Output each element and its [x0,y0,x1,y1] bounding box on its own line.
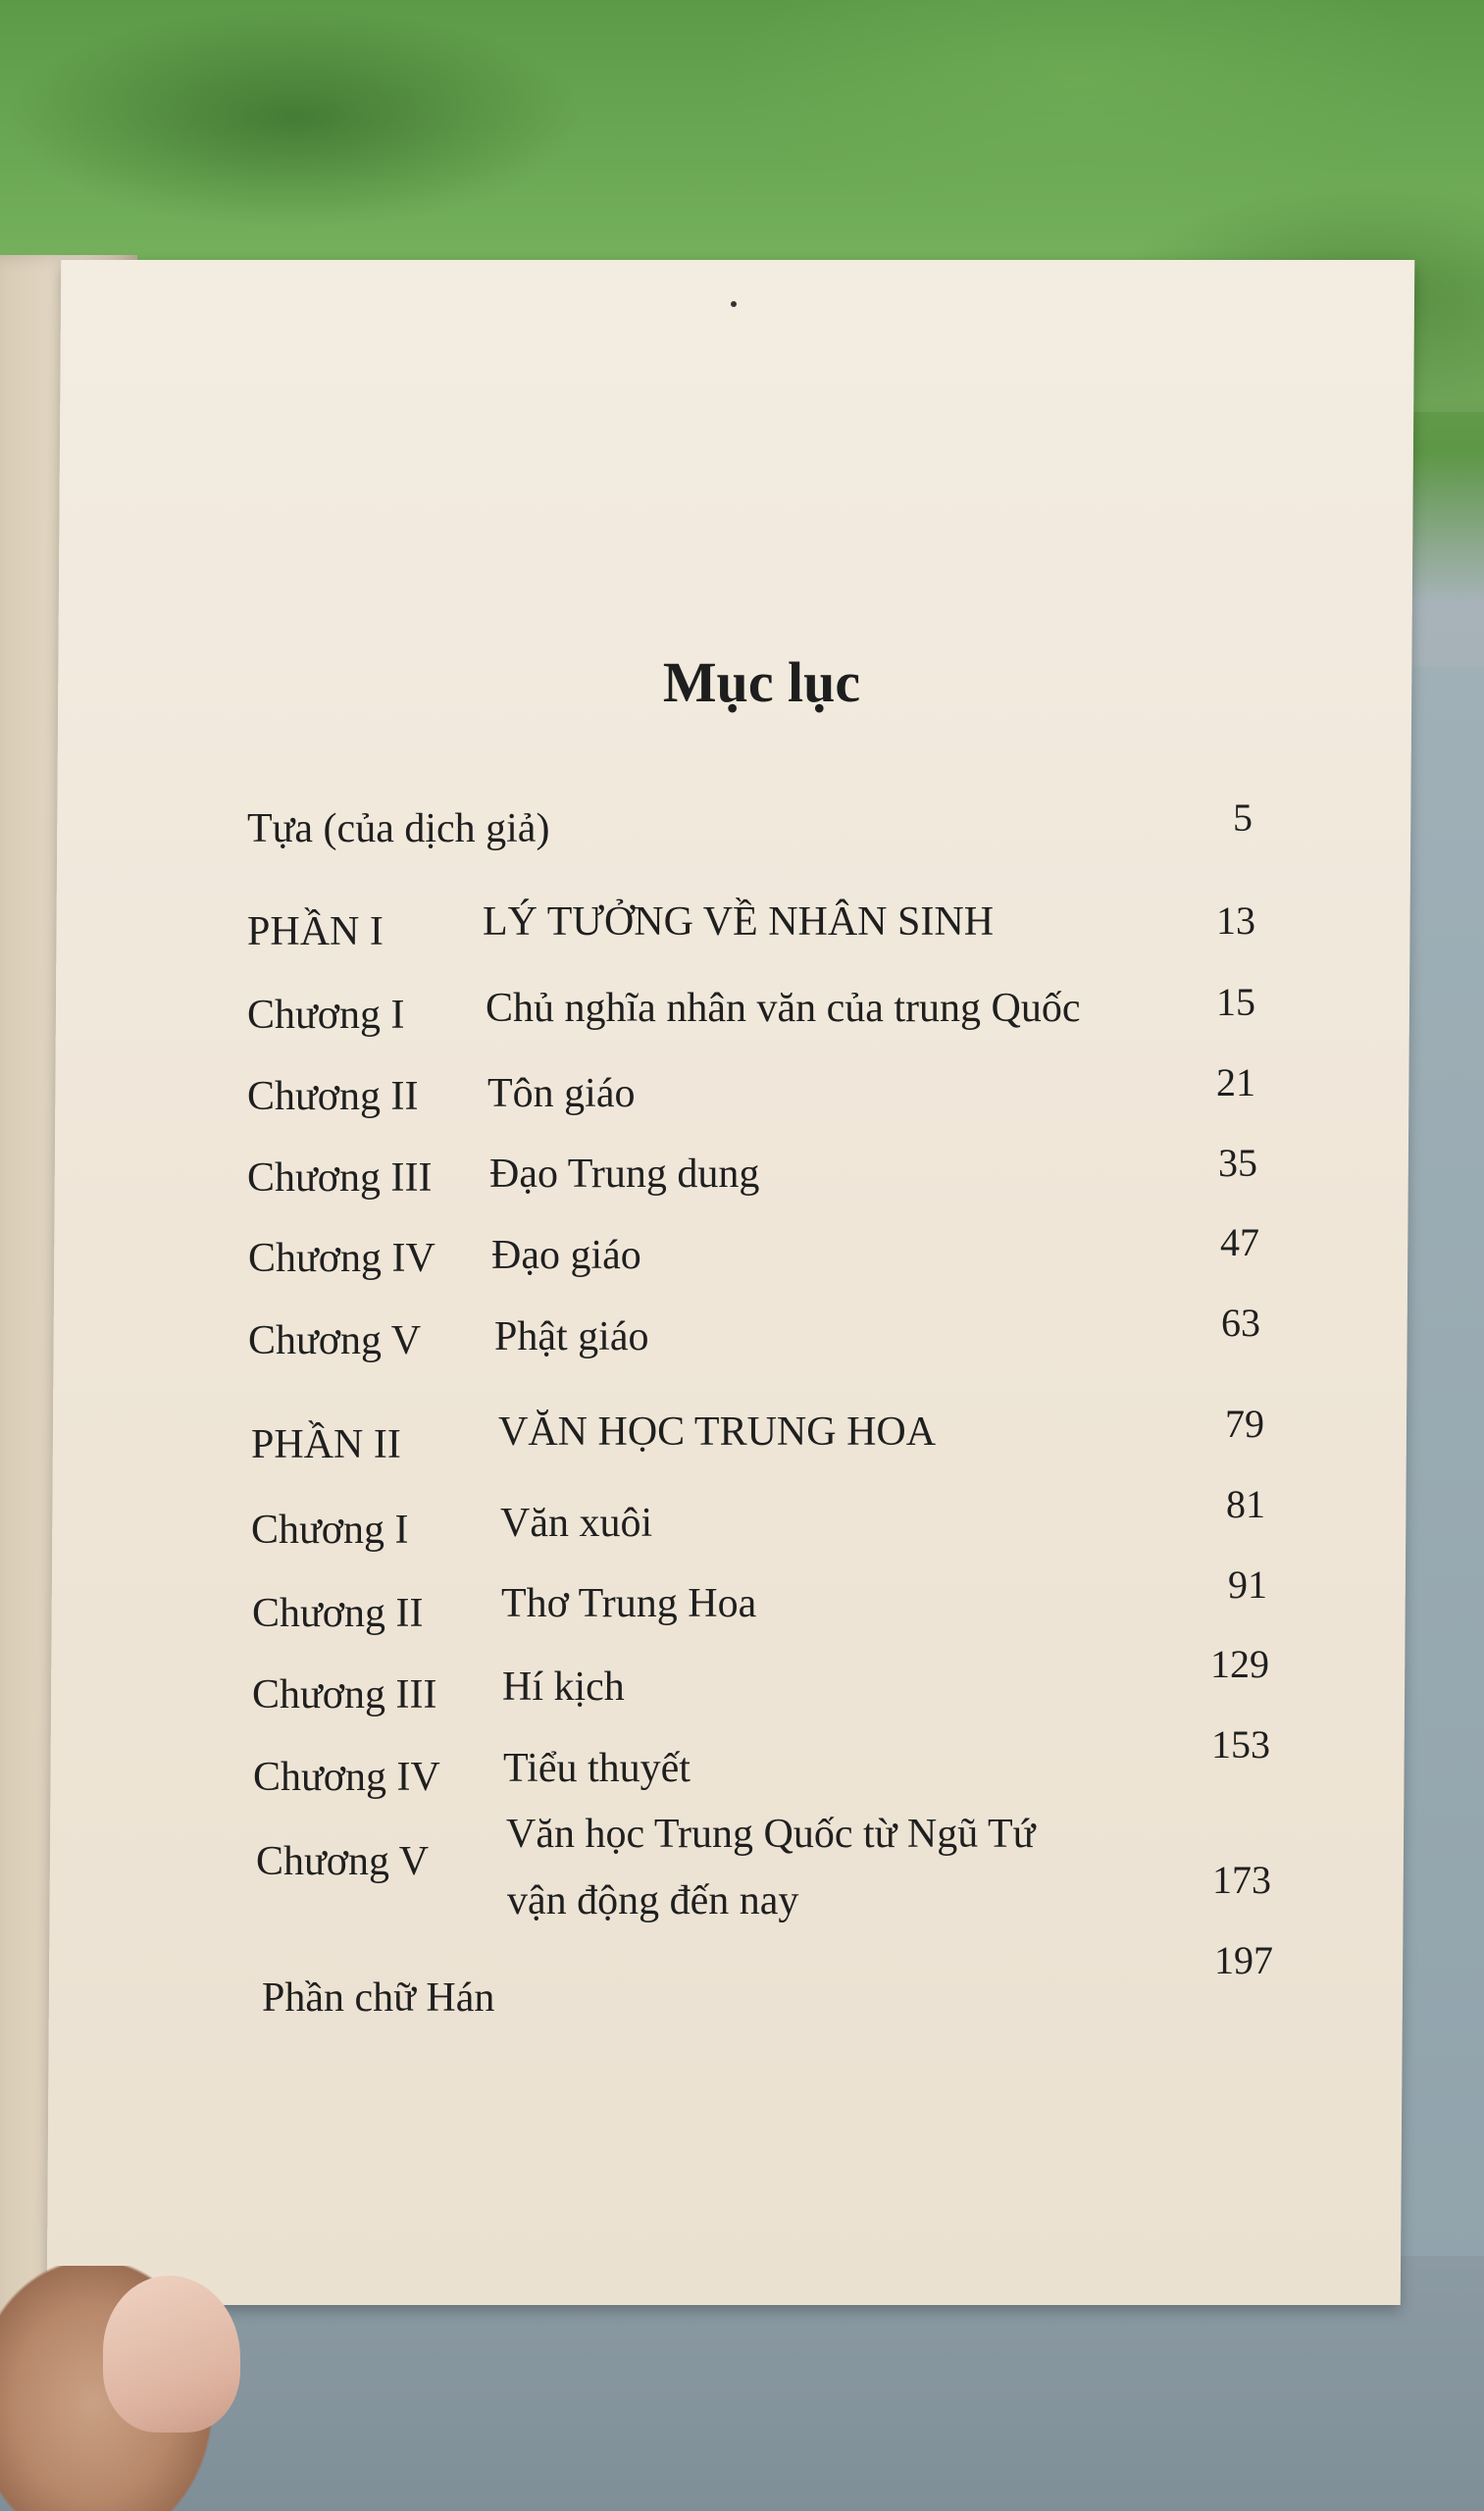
toc-chapter-page: 35 [1218,1141,1257,1185]
page-mark [731,301,737,307]
toc-chapter-label: Chương V [256,1839,430,1884]
toc-title: Mục lục [662,650,861,714]
toc-chapter-title-line1: Văn học Trung Quốc từ Ngũ Tứ [506,1812,1036,1857]
toc-part2-page: 79 [1225,1402,1264,1446]
toc-part1-label: PHẦN I [247,909,384,954]
toc-preface-label: Tựa (của dịch giả) [247,806,550,851]
toc-appendix-label: Phần chữ Hán [262,1975,495,2021]
toc-appendix-page: 197 [1214,1938,1273,1982]
toc-chapter-page: 153 [1211,1722,1270,1767]
toc-preface-page: 5 [1233,795,1253,840]
toc-chapter-page: 81 [1226,1482,1265,1526]
toc-chapter-title: Văn xuôi [500,1501,653,1546]
toc-chapter-label: Chương IV [248,1236,435,1281]
toc-chapter-title-line2: vận động đến nay [507,1878,799,1923]
toc-chapter-title: Tôn giáo [487,1071,636,1116]
toc-chapter-page: 173 [1212,1858,1271,1902]
fingernail [103,2276,240,2433]
toc-chapter-title: Đạo Trung dung [489,1152,760,1197]
toc-chapter-label: Chương III [247,1155,433,1201]
toc-chapter-title: Phật giáo [494,1314,649,1359]
toc-chapter-label: Chương V [248,1318,422,1363]
toc-chapter-page: 129 [1210,1642,1269,1686]
toc-part1-title: LÝ TƯỞNG VỀ NHÂN SINH [483,899,995,945]
toc-chapter-label: Chương II [247,1074,419,1119]
toc-chapter-title: Đạo giáo [491,1233,641,1278]
toc-chapter-page: 21 [1216,1060,1255,1104]
toc-chapter-page: 15 [1216,980,1255,1024]
toc-chapter-title: Chủ nghĩa nhân văn của trung Quốc [486,986,1081,1031]
toc-chapter-page: 91 [1228,1563,1267,1607]
toc-chapter-page: 47 [1220,1220,1259,1264]
toc-chapter-label: Chương IV [253,1755,440,1800]
toc-chapter-label: Chương I [251,1508,409,1553]
toc-part2-title: VĂN HỌC TRUNG HOA [498,1409,937,1455]
toc-chapter-label: Chương II [252,1591,424,1636]
toc-chapter-title: Thơ Trung Hoa [501,1581,757,1626]
toc-part1-page: 13 [1216,898,1255,943]
toc-chapter-page: 63 [1221,1301,1260,1345]
toc-chapter-label: Chương I [247,993,405,1038]
toc-chapter-label: Chương III [252,1672,437,1717]
toc-chapter-title: Hí kịch [502,1665,625,1710]
toc-chapter-title: Tiểu thuyết [503,1746,691,1791]
toc-part2-label: PHẦN II [251,1422,401,1467]
